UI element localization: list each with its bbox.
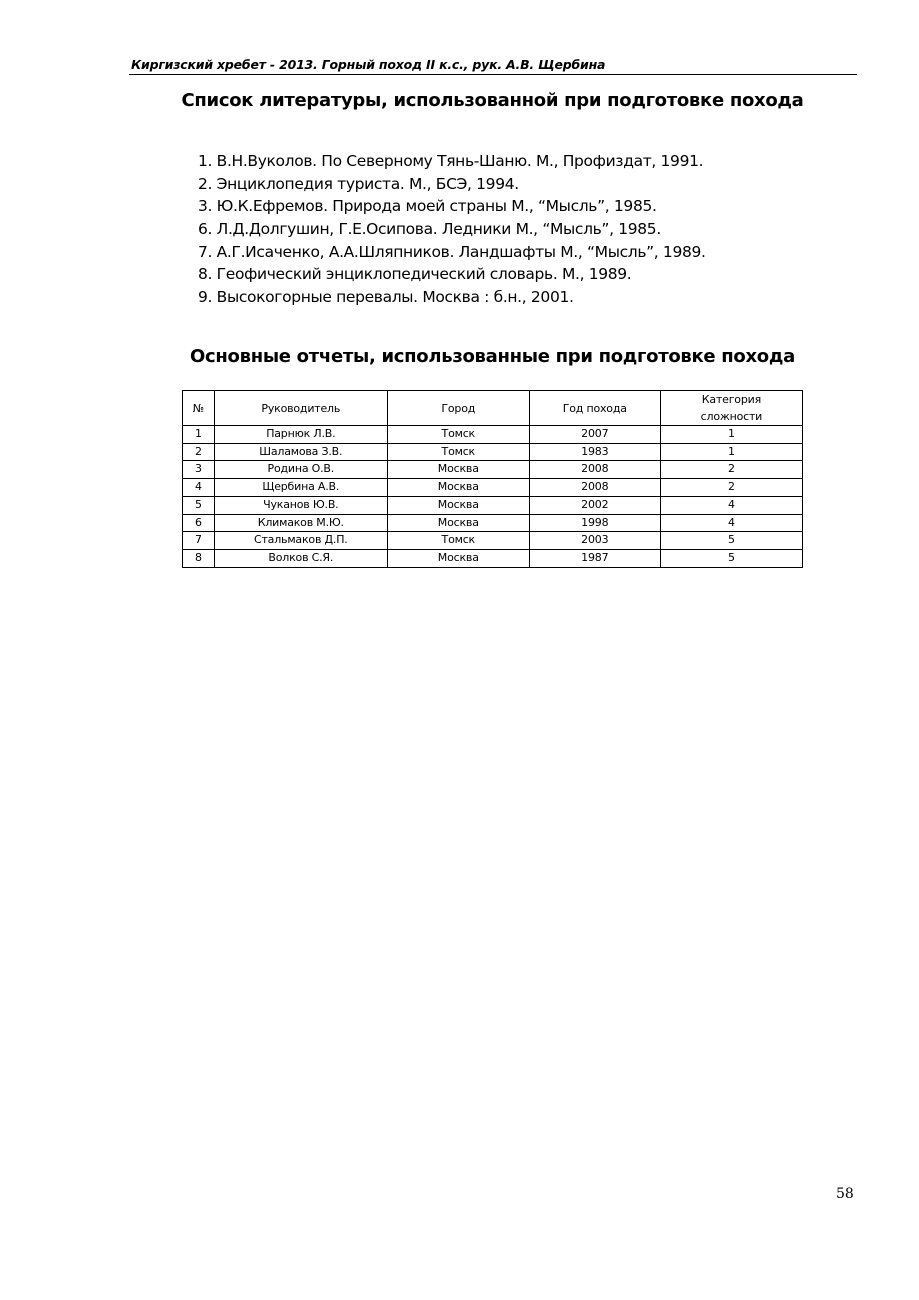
column-header-category <box>660 391 802 426</box>
cell-year: 2007 <box>529 426 660 444</box>
table-header-row <box>183 391 803 426</box>
cell-city: Москва <box>387 496 529 514</box>
column-header-category-line1: Категория <box>701 393 761 406</box>
literature-item: 8. Геофический энциклопедический словарь. М., 1989. <box>198 265 632 284</box>
cell-city: Томск <box>387 532 529 550</box>
cell-num: 5 <box>183 496 215 514</box>
page-number: 58 <box>836 1186 854 1202</box>
cell-leader: Чуканов Ю.В. <box>214 496 387 514</box>
cell-num: 6 <box>183 514 215 532</box>
cell-category: 2 <box>660 479 802 497</box>
table-row <box>183 514 803 532</box>
literature-item: 9. Высокогорные перевалы. Москва : б.н., 2001. <box>198 288 574 307</box>
running-header: Киргизский хребет - 2013. Горный поход II к.с., рук. А.В. Щербина <box>131 57 606 72</box>
cell-city: Москва <box>387 461 529 479</box>
cell-leader: Щербина А.В. <box>214 479 387 497</box>
literature-title: Список литературы, использованной при подготовке похода <box>181 90 804 111</box>
column-header-year: Год похода <box>529 391 660 426</box>
cell-city: Томск <box>387 426 529 444</box>
cell-category: 4 <box>660 514 802 532</box>
cell-city: Москва <box>387 549 529 567</box>
cell-category: 4 <box>660 496 802 514</box>
header-divider <box>129 74 857 75</box>
cell-leader: Стальмаков Д.П. <box>214 532 387 550</box>
cell-category: 5 <box>660 549 802 567</box>
column-header-num: № <box>183 391 215 426</box>
cell-category: 1 <box>660 443 802 461</box>
table-row <box>183 479 803 497</box>
cell-leader: Волков С.Я. <box>214 549 387 567</box>
literature-item: 2. Энциклопедия туриста. М., БСЭ, 1994. <box>198 174 519 193</box>
cell-leader: Шаламова З.В. <box>214 443 387 461</box>
cell-city: Томск <box>387 443 529 461</box>
table-row <box>183 426 803 444</box>
table-row <box>183 532 803 550</box>
literature-item: 7. А.Г.Исаченко, А.А.Шляпников. Ландшафты М., “Мысль”, 1989. <box>198 242 706 261</box>
cell-category: 2 <box>660 461 802 479</box>
cell-category: 1 <box>660 426 802 444</box>
reports-title: Основные отчеты, использованные при подготовке похода <box>190 346 795 367</box>
cell-num: 1 <box>183 426 215 444</box>
cell-year: 2008 <box>529 461 660 479</box>
cell-num: 2 <box>183 443 215 461</box>
cell-num: 7 <box>183 532 215 550</box>
literature-item: 3. Ю.К.Ефремов. Природа моей страны М., “Мысль”, 1985. <box>198 197 657 216</box>
table-row <box>183 549 803 567</box>
reports-table <box>182 390 803 568</box>
column-header-category-line2: сложности <box>700 410 763 423</box>
cell-num: 4 <box>183 479 215 497</box>
cell-year: 1998 <box>529 514 660 532</box>
table-row <box>183 496 803 514</box>
cell-year: 2002 <box>529 496 660 514</box>
column-header-leader: Руководитель <box>214 391 387 426</box>
cell-category: 5 <box>660 532 802 550</box>
cell-year: 1983 <box>529 443 660 461</box>
column-header-city: Город <box>387 391 529 426</box>
cell-year: 2008 <box>529 479 660 497</box>
literature-item: 6. Л.Д.Долгушин, Г.Е.Осипова. Ледники М., “Мысль”, 1985. <box>198 220 661 239</box>
cell-city: Москва <box>387 479 529 497</box>
cell-leader: Парнюк Л.В. <box>214 426 387 444</box>
cell-num: 8 <box>183 549 215 567</box>
cell-num: 3 <box>183 461 215 479</box>
cell-leader: Климаков М.Ю. <box>214 514 387 532</box>
cell-leader: Родина О.В. <box>214 461 387 479</box>
cell-year: 2003 <box>529 532 660 550</box>
literature-item: 1. В.Н.Вуколов. По Северному Тянь-Шаню. М., Профиздат, 1991. <box>198 152 704 170</box>
cell-year: 1987 <box>529 549 660 567</box>
table-row <box>183 443 803 461</box>
table-row <box>183 461 803 479</box>
literature-list <box>198 150 706 309</box>
cell-city: Москва <box>387 514 529 532</box>
